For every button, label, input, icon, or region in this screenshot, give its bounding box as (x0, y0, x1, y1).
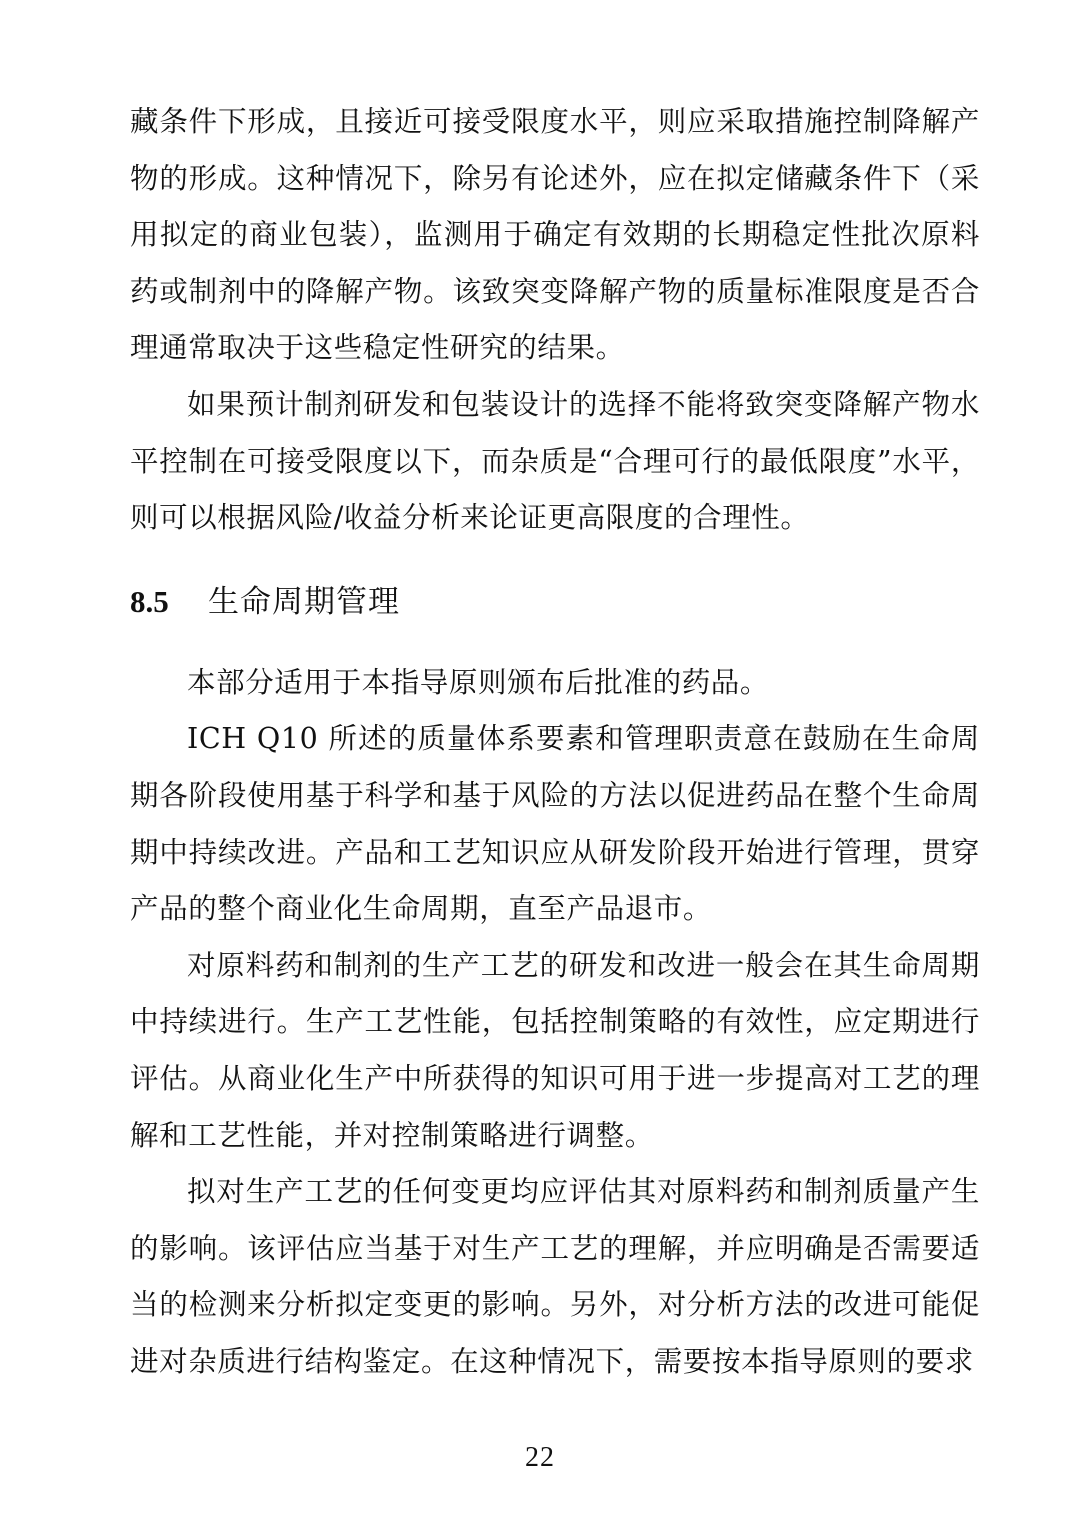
paragraph: 如果预计制剂研发和包装设计的选择不能将致突变降解产物水平控制在可接受限度以下，而杂质是“合理可行的最低限度”水平，则可以根据风险/收益分析来论证更高限度的合理性。 (130, 387, 980, 535)
page-number: 22 (525, 1442, 555, 1473)
paragraph: 对原料药和制剂的生产工艺的研发和改进一般会在其生命周期中持续进行。生产工艺性能，包括控制策略的有效性，应定期进行评估。从商业化生产中所获得的知识可用于进一步提高对工艺的理解和工艺性能，并对控制策略进行调整。 (130, 948, 980, 1152)
page-content (130, 94, 980, 1390)
paragraph-continuation: 藏条件下形成，且接近可接受限度水平，则应采取措施控制降解产物的形成。这种情况下，除另有论述外，应在拟定储藏条件下（采用拟定的商业包装），监测用于确定有效期的长期稳定性批次原料药或制剂中的降解产物。该致突变降解产物的质量标准限度是否合理通常取决于这些稳定性研究的结果。 (130, 105, 980, 365)
section-number: 8.5 (130, 583, 169, 619)
paragraph: 拟对生产工艺的任何变更均应评估其对原料药和制剂质量产生的影响。该评估应当基于对生产工艺的理解，并应明确是否需要适当的检测来分析拟定变更的影响。另外，对分析方法的改进可能促进对杂质进行结构鉴定。在这种情况下，需要按本指导原则的要求 (130, 1175, 980, 1378)
paragraph: 本部分适用于本指导原则颁布后批准的药品。 (187, 665, 770, 699)
section-heading (130, 573, 980, 631)
section-title: 生命周期管理 (208, 583, 400, 620)
paragraph: ICH Q10 所述的质量体系要素和管理职责意在鼓励在生命周期各阶段使用基于科学和基于风险的方法以促进药品在整个生命周期中持续改进。产品和工艺知识应从研发阶段开始进行管理，贯穿产品的整个商业化生命周期，直至产品退市。 (130, 722, 980, 926)
